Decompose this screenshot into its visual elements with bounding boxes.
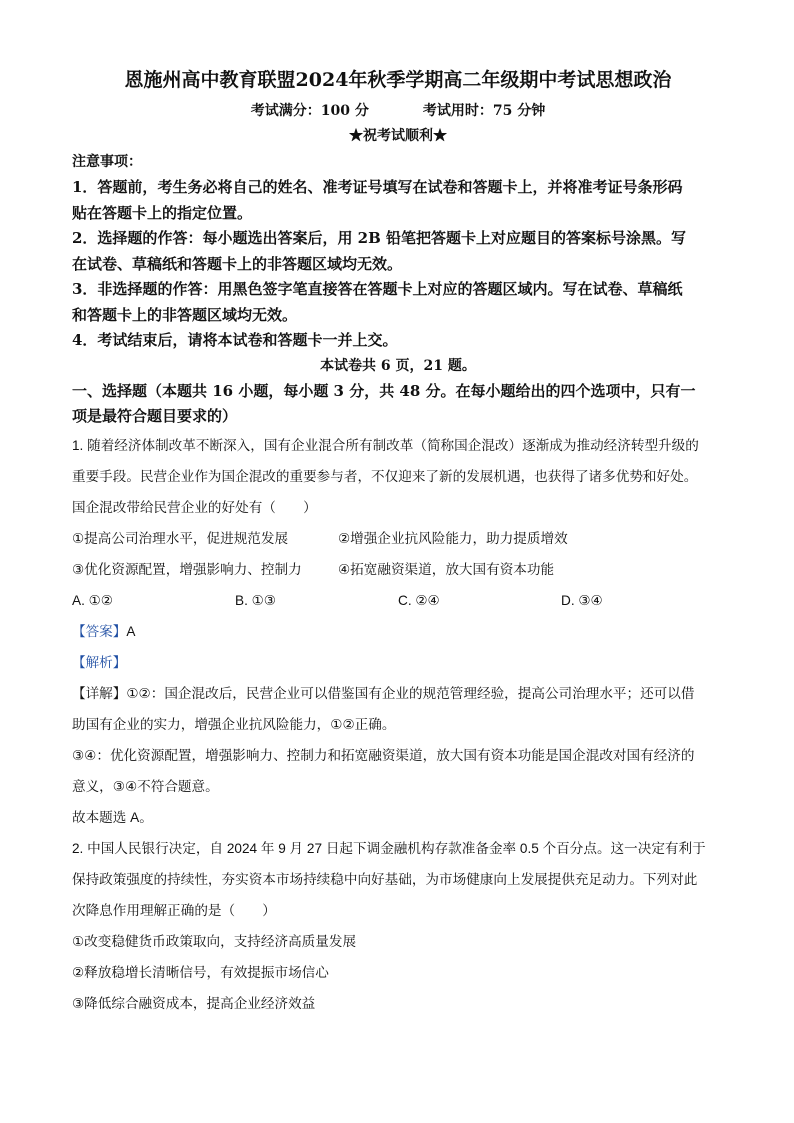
time-used: 考试用时：75 分钟	[422, 103, 546, 119]
analysis-tag: 【解析】	[72, 654, 127, 670]
detail-tag: 【详解】	[72, 685, 127, 701]
question-2	[72, 833, 724, 1019]
question-stem-line: 重要手段。民营企业作为国企混改的重要参与者，不仅迎来了新的发展机遇，也获得了诸多优势和好处。	[72, 468, 698, 484]
analysis-line	[72, 647, 724, 678]
detail-line: 助国有企业的实力，增强企业抗风险能力，①②正确。	[72, 716, 396, 732]
statement: ③降低综合融资成本，提高企业经济效益	[72, 995, 316, 1011]
exam-meta	[72, 98, 724, 124]
notice-line: 1．答题前，考生务必将自己的姓名、准考证号填写在试卷和答题卡上，并将准考证号条形码	[72, 178, 683, 196]
option-d: D. ③④	[561, 592, 603, 608]
question-stem-line: 2. 中国人民银行决定，自 2024 年 9 月 27 日起下调金融机构存款准备金率 0.5 个百分点。这一决定有利于	[72, 840, 706, 856]
statement: ①提高公司治理水平，促进规范发展	[72, 530, 289, 546]
answer-tag: 【答案】	[72, 623, 127, 639]
notice-line: 在试卷、草稿纸和答题卡上的非答题区域均无效。	[72, 254, 403, 273]
section-title: 一、选择题（本题共 16 小题，每小题 3 分，共 48 分。在每小题给出的四个选项中，只有一	[72, 381, 696, 400]
statement-row	[72, 554, 724, 585]
notice-heading: 注意事项：	[72, 154, 142, 170]
statement: ③优化资源配置，增强影响力、控制力	[72, 561, 302, 577]
notice-line: 和答题卡上的非答题区域均无效。	[72, 305, 298, 324]
answer-line	[72, 616, 724, 647]
good-luck-line: ★祝考试顺利★	[349, 128, 447, 144]
answer-value: A	[126, 623, 136, 639]
question-stem-line: 国企混改带给民营企业的好处有（ ）	[72, 499, 317, 515]
option-c: C. ②④	[398, 592, 440, 608]
question-1	[72, 430, 724, 833]
statement: ④拓宽融资渠道，放大国有资本功能	[338, 561, 555, 577]
option-a: A. ①②	[72, 592, 113, 608]
statement: ①改变稳健货币政策取向，支持经济高质量发展	[72, 933, 357, 949]
question-stem-line: 1. 随着经济体制改革不断深入，国有企业混合所有制改革（简称国企混改）逐渐成为推动经济转型升级的	[72, 437, 699, 453]
option-b: B. ①③	[235, 592, 276, 608]
question-stem-line: 保持政策强度的持续性，夯实资本市场持续稳中向好基础，为市场健康向上发展提供充足动力。下列对此	[72, 871, 698, 887]
detail-line	[72, 678, 724, 709]
detail-line: ③④：优化资源配置，增强影响力、控制力和拓宽融资渠道，放大国有资本功能是国企混改对国有经济的	[72, 747, 695, 763]
exam-title: 恩施州高中教育联盟2024年秋季学期高二年级期中考试思想政治	[124, 69, 672, 91]
detail-line: 故本题选 A。	[72, 809, 153, 825]
full-score: 考试满分：100 分	[250, 103, 369, 119]
section-title: 项是最符合题目要求的）	[72, 407, 238, 425]
question-stem-line: 次降息作用理解正确的是（ ）	[72, 902, 276, 918]
detail-line: 意义，③④不符合题意。	[72, 778, 219, 794]
statement: ②释放稳增长清晰信号，有效提振市场信心	[72, 964, 329, 980]
notice-line: 4．考试结束后，请将本试卷和答题卡一并上交。	[72, 331, 398, 349]
notice-line: 2．选择题的作答：每小题选出答案后，用 2B 铅笔把答题卡上对应题目的答案标号涂黑。写	[72, 229, 687, 247]
options-row	[72, 585, 724, 616]
notice-line: 3．非选择题的作答：用黑色签字笔直接答在答题卡上对应的答题区域内。写在试卷、草稿纸	[72, 280, 683, 298]
paper-count: 本试卷共 6 页，21 题。	[320, 357, 476, 374]
statement-row	[72, 523, 724, 554]
statement: ②增强企业抗风险能力，助力提质增效	[338, 530, 568, 546]
exam-page	[72, 64, 724, 1019]
detail-text: ①②：国企混改后，民营企业可以借鉴国有企业的规范管理经验，提高公司治理水平；还可以借	[126, 685, 695, 701]
notice-line: 贴在答题卡上的指定位置。	[72, 203, 253, 222]
